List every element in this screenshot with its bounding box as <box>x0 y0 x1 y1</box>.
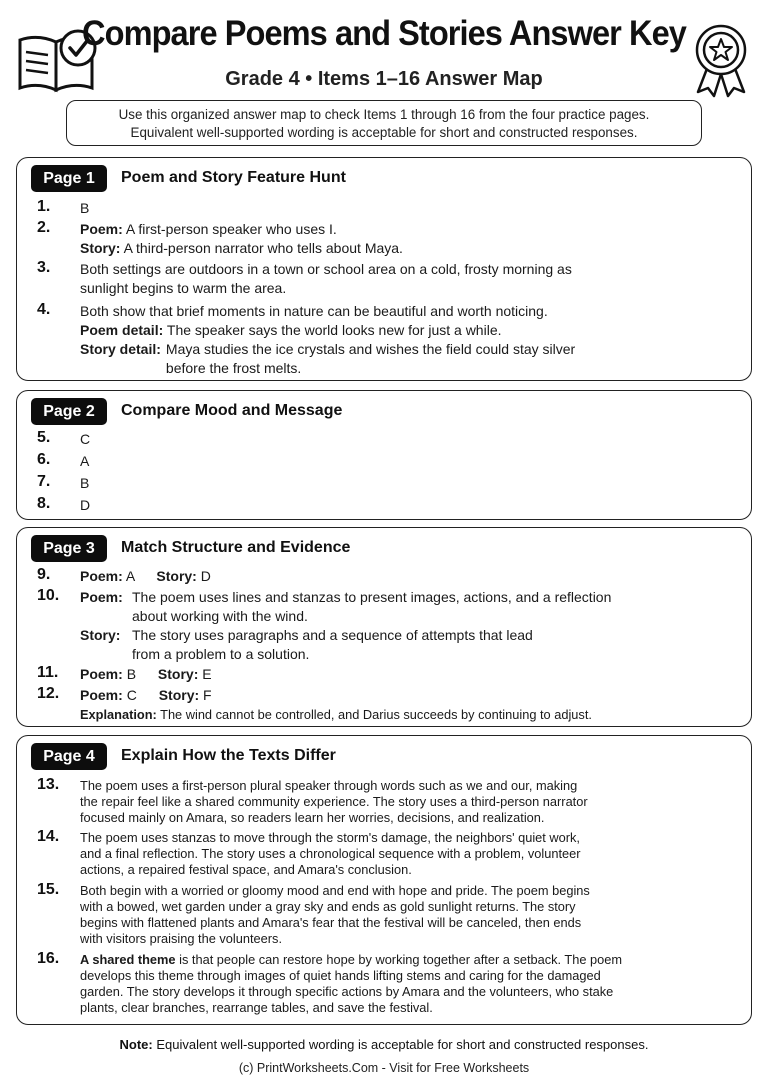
story-label: Story: <box>157 666 199 682</box>
answer-line: garden. The story develops it through specific actions by Amara and the volunteers, who stake <box>80 984 614 999</box>
poem-answer: B <box>126 666 137 682</box>
page-subtitle: Grade 4 • Items 1–16 Answer Map <box>225 68 543 90</box>
item-number: 3. <box>37 259 51 276</box>
item-answer: C <box>80 431 91 447</box>
item-number: 1. <box>37 198 51 215</box>
answer-line: and a final reflection. The story uses a chronological sequence with a problem, volunteer <box>80 846 581 861</box>
story-detail-label: Story detail: <box>80 341 161 357</box>
item-number: 4. <box>37 301 51 318</box>
story-label: Story: <box>156 568 197 584</box>
poem-answer: A <box>125 568 135 584</box>
answer-line: develops this theme through images of quiet hands lifting stems and caring for the damaged <box>80 968 601 983</box>
item-answer: A <box>80 453 90 469</box>
poem-answer: The poem uses lines and stanzas to present images, actions, and a reflection <box>132 589 612 605</box>
intro-line: Equivalent well-supported wording is acceptable for short and constructed responses. <box>130 125 638 140</box>
item-answer: D <box>80 497 91 513</box>
item-number: 5. <box>37 429 51 446</box>
award-ribbon-icon <box>692 22 750 98</box>
answer-line: The poem uses stanzas to move through the storm's damage, the neighbors' quiet work, <box>80 830 580 845</box>
note-text: Equivalent well-supported wording is acceptable for short and constructed responses. <box>152 1037 649 1052</box>
answer-line: Both settings are outdoors in a town or school area on a cold, frosty morning as <box>80 261 572 277</box>
item-number: 6. <box>37 451 51 468</box>
poem-answer: C <box>126 687 137 703</box>
theme-lead: A shared theme <box>80 952 176 967</box>
poem-label: Poem: <box>80 666 123 682</box>
item-number: 15. <box>37 881 60 898</box>
answer-line: sunlight begins to warm the area. <box>80 280 287 296</box>
explanation-label: Explanation: <box>80 707 157 722</box>
answer-line: with visitors praising the volunteers. <box>80 931 282 946</box>
section-title: Compare Mood and Message <box>121 402 343 419</box>
section-title: Explain How the Texts Differ <box>121 747 336 764</box>
intro-box <box>66 100 702 146</box>
story-answer: F <box>203 687 212 703</box>
item-number: 11. <box>37 664 59 681</box>
story-label: Story: <box>80 240 121 256</box>
answer-line: The poem uses a first-person plural speaker through words such as we and our, making <box>80 778 578 793</box>
poem-detail: The speaker says the world looks new for just a while. <box>166 322 502 338</box>
story-detail: Maya studies the ice crystals and wishes the field could stay silver <box>165 341 576 357</box>
page-badge: Page 4 <box>31 743 107 770</box>
story-label: Story: <box>158 687 200 703</box>
item-number: 10. <box>37 587 60 604</box>
explanation-text: The wind cannot be controlled, and Darius succeeds by continuing to adjust. <box>160 707 592 722</box>
item-number: 2. <box>37 219 51 236</box>
footer-credit: (c) PrintWorksheets.Com - Visit for Free Worksheets <box>238 1061 530 1075</box>
item-answer: B <box>80 200 90 216</box>
poem-label: Poem: <box>80 687 123 703</box>
item-number: 9. <box>37 566 51 583</box>
item-number: 14. <box>37 828 60 845</box>
section-title: Poem and Story Feature Hunt <box>121 169 346 186</box>
answer-line: Both show that brief moments in nature can be beautiful and worth noticing. <box>80 303 548 319</box>
footnote <box>0 1037 768 1052</box>
poem-label: Poem: <box>80 568 123 584</box>
item-number: 13. <box>37 776 60 793</box>
section-page-1 <box>16 157 752 381</box>
answer-line: focused mainly on Amara, so readers learn her worries, decisions, and realization. <box>80 810 545 825</box>
page-badge: Page 3 <box>31 535 107 562</box>
section-page-2 <box>16 390 752 520</box>
story-answer: E <box>202 666 212 682</box>
section-title: Match Structure and Evidence <box>121 539 351 556</box>
answer-line: actions, a repaired festival space, and Amara's conclusion. <box>80 862 412 877</box>
story-label: Story: <box>80 627 121 643</box>
section-page-3 <box>16 527 752 727</box>
poem-detail-label: Poem detail: <box>80 322 164 338</box>
page-badge: Page 1 <box>31 165 107 192</box>
page-badge: Page 2 <box>31 398 107 425</box>
item-number: 16. <box>37 950 60 967</box>
answer-line: the repair feel like a shared community experience. The story uses a third-person narrator <box>80 794 588 809</box>
answer-line: plants, clear branches, rearrange tables, and save the festival. <box>80 1000 433 1015</box>
story-detail: before the frost melts. <box>165 360 302 376</box>
intro-line: Use this organized answer map to check Items 1 through 16 from the four practice pages. <box>118 107 650 122</box>
poem-label: Poem: <box>80 221 123 237</box>
item-number: 7. <box>37 473 51 490</box>
answer-line: begins with flattened plants and Amara's fear that the festival will be canceled, then ends <box>80 915 582 930</box>
answer-line: with a bowed, wet garden under a gray sky and ends as gold sunlight returns. The story <box>80 899 576 914</box>
note-label: Note: <box>119 1037 153 1052</box>
answer-line: Both begin with a worried or gloomy mood and end with hope and pride. The poem begins <box>80 883 590 898</box>
story-answer: The story uses paragraphs and a sequence of attempts that lead <box>132 627 533 643</box>
answer-line: is that people can restore hope by working together after a setback. The poem <box>175 952 623 967</box>
item-number: 8. <box>37 495 51 512</box>
story-answer: A third-person narrator who tells about Maya. <box>123 240 403 256</box>
poem-answer: about working with the wind. <box>132 608 308 624</box>
story-answer: from a problem to a solution. <box>132 646 310 662</box>
poem-answer: A first-person speaker who uses I. <box>125 221 337 237</box>
item-answer: B <box>80 475 90 491</box>
item-number: 12. <box>37 685 60 702</box>
section-page-4 <box>16 735 752 1025</box>
poem-label: Poem: <box>80 589 123 605</box>
page-title: Compare Poems and Stories Answer Key <box>82 14 686 53</box>
story-answer: D <box>200 568 211 584</box>
